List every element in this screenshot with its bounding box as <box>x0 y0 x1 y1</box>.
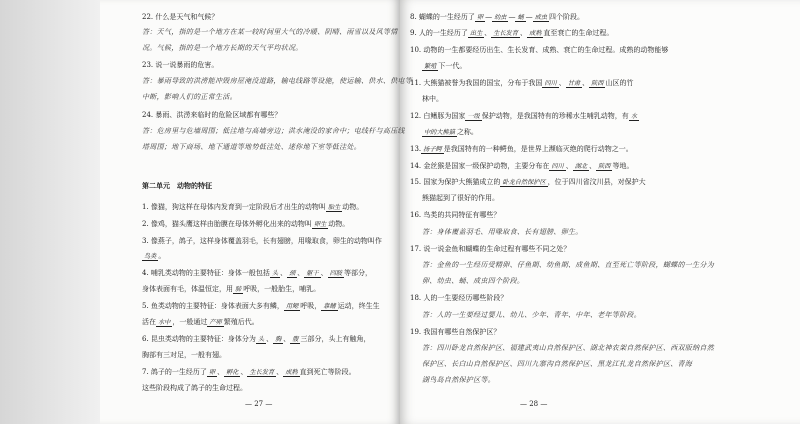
r9-blank-3: 成熟 <box>529 30 542 37</box>
q6-blank-2: 胸 <box>275 336 282 343</box>
question-11-line2: 林中。 <box>422 95 443 103</box>
question-11: 11. 大熊猫被誉为我国的国宝，分布于我国 四川 、 甘肃 、 陕西 山区的竹 <box>410 79 634 87</box>
r12-text-mid: 保护动物，是我国特有的珍稀水生哺乳动物，有 <box>481 112 629 120</box>
r10-blank: 繁殖 <box>424 63 437 70</box>
r11-text: 11. 大熊猫被誉为我国的国宝，分布于我国 <box>410 79 543 87</box>
r9-text: 9. 人的一生经历了 <box>410 29 468 37</box>
question-18: 18. 人的一生要经历哪些阶段？ <box>410 294 508 302</box>
q5-line2-end: 繁殖后代。 <box>223 318 259 326</box>
q5-blank-4: 产卵 <box>209 319 222 326</box>
r12-blank-2: 水 <box>630 113 637 120</box>
page-edge-shadow <box>0 0 100 424</box>
q6-blank-3: 腹 <box>292 336 299 343</box>
q7-blank-1: 卵 <box>208 369 216 376</box>
question-15 <box>410 177 646 188</box>
question-13 <box>410 144 633 155</box>
r11-blank-2: 甘肃 <box>567 80 581 87</box>
answer-24-line2: 塔周围；地下商场、地下通道等地势低洼处、迷你地下室等低洼处。 <box>142 143 361 151</box>
question-15-line2: 熊猫起到了很好的作用。 <box>422 194 499 202</box>
q4-blank-4: 四肢 <box>329 270 343 277</box>
q5-line2-mid: ，一般通过 <box>172 318 208 326</box>
q7-text: 7. 鸽子的一生经历了 <box>142 368 207 376</box>
q6-text-end: 三部分，头上有触角， <box>300 335 371 343</box>
question-23: 23. 说一说暴雨的危害。 <box>142 61 219 69</box>
r11-text-end: 山区的竹 <box>605 79 634 87</box>
q5-line2-text: 活在 <box>142 318 156 326</box>
r15-blank: 卧龙自然保护区 <box>502 179 546 186</box>
r14-blank-2: 湖北 <box>574 163 588 170</box>
question-8: 8. 蝴蝶的一生经历了 卵 — 幼虫 — 蛹 — 成虫 四个阶段。 <box>410 13 585 21</box>
page-number-left: — 27 — <box>245 400 273 408</box>
q1-text: 1. 像猫，狗这样在母体内发育到一定阶段后才出生的动物叫 <box>142 203 326 211</box>
r11-blank-1: 四川 <box>544 80 557 87</box>
q1-blank: 胎生 <box>327 204 341 211</box>
r9-blank-2: 生长发育 <box>493 30 519 37</box>
question-24: 24. 暴雨、洪涝来临时的危险区域都有哪些？ <box>142 111 282 119</box>
q7-text-end: 直到死亡等阶段。 <box>299 368 356 376</box>
answer-22-line2: 况。气候，指的是一个地方长期的天气平均状况。 <box>142 44 303 52</box>
answer-18: 答：人的一生要经过婴儿、幼儿、少年、青年、中年、老年等阶段。 <box>422 311 641 319</box>
q3-text-end: 。 <box>158 252 166 260</box>
answer-23-line2: 中断，影响人们的正常生活。 <box>142 93 237 101</box>
question-6-line2: 胸部有三对足，一般有翅。 <box>142 351 226 359</box>
question-4: 4. 哺乳类动物的主要特征：身体一般包括 头 、 颈 、 躯干 、 四肢 等部分， <box>142 269 373 277</box>
q2-blank: 卵生 <box>313 221 327 228</box>
question-12 <box>410 111 639 122</box>
q2-text: 2. 像鸡，猫头鹰这样由胎膜在母体外孵化出来的动物叫 <box>142 220 312 228</box>
r14-text-end: 等地。 <box>612 162 634 170</box>
answer-23-line1: 答：暴雨导致的洪涝能冲毁房屋淹没道路，输电线路等设施，使运输、供水、供电等 <box>142 77 413 85</box>
answer-17-line2: 卵、幼虫、蛹、成虫四个阶段。 <box>422 277 525 285</box>
question-22: 22. 什么是天气和气候？ <box>142 13 219 21</box>
r13-num: 13. <box>410 145 422 153</box>
q7-blank-2: 孵化 <box>226 369 239 376</box>
r15-text-mid: ，位于四川省汶川县，对保护大 <box>547 178 646 186</box>
question-16: 16. 鸟类的共同特征有哪些？ <box>410 211 501 219</box>
r8-blank-1: 卵 <box>476 14 484 21</box>
r8-blank-3: 蛹 <box>517 14 524 21</box>
question-10-line2 <box>422 61 466 72</box>
question-7: 7. 鸽子的一生经历了 卵 、 孵化 、 生长发育 、 成熟 直到死亡等阶段。 <box>142 368 356 376</box>
r11-blank-3: 陕西 <box>591 80 604 87</box>
r14-text: 14. 金丝猴是国家一级保护动物，主要分布在 <box>410 162 550 170</box>
r12-text: 12. 白鳍豚为国家 <box>410 112 466 120</box>
q4-line2-text: 身体表面有毛，体温恒定，用 <box>142 285 233 293</box>
answer-24-line1: 答：危房里与危墙周围；低洼地与高墙旁边；洪水淹没的家舍中；电线杆与高压线 <box>142 127 405 135</box>
answer-16: 答：身体覆盖羽毛、用喙取食、长有翅膀、卵生。 <box>422 228 583 236</box>
q4-blank-5: 肺 <box>235 286 242 293</box>
answer-19-line2: 保护区、长白山自然保护区、四川九寨沟自然保护区、黑龙江扎龙自然保护区、青海 <box>422 360 693 368</box>
question-17: 17. 说一说金鱼和蝴蝶的生命过程有哪些不同之处？ <box>410 245 571 253</box>
r12-blank-1: 一级 <box>467 113 480 120</box>
r8-blank-4: 成虫 <box>534 14 548 21</box>
question-10: 10. 动物的一生都要经历出生、生长发育、成熟、衰亡的生命过程。成熟的动物能够 <box>410 46 669 54</box>
answer-19-line3: 湖鸟岛自然保护区等。 <box>422 376 495 384</box>
question-19: 19. 我国有哪些自然保护区？ <box>410 328 501 336</box>
section-title: 第二单元 动物的特征 <box>142 181 212 190</box>
q4-blank-3: 躯干 <box>306 270 319 277</box>
question-14: 14. 金丝猴是国家一级保护动物，主要分布在 四川 、 湖北 、 陕西 等地。 <box>410 162 634 170</box>
question-2 <box>142 219 349 230</box>
q5-blank-2: 靠鳍 <box>323 303 336 310</box>
question-3-line2 <box>142 251 165 262</box>
r13-text: 是我国特有的一种鳄鱼，是世界上濒临灭绝的爬行动物之一。 <box>443 145 633 153</box>
question-5 <box>142 301 380 312</box>
q5-blank-3: 水中 <box>158 319 171 326</box>
q6-blank-1: 头 <box>257 336 265 343</box>
q4-line2-end: 呼吸，一般胎生，哺乳。 <box>243 285 321 293</box>
q4-blank-2: 颈 <box>289 270 296 277</box>
q5-text-end: 运动，终生生 <box>337 302 380 310</box>
question-5-line2 <box>142 317 259 328</box>
q4-text: 4. 哺乳类动物的主要特征：身体一般包括 <box>142 269 270 277</box>
q4-blank-1: 头 <box>271 270 279 277</box>
q7-blank-3: 生长发育 <box>249 369 275 376</box>
answer-19-line1: 答：四川卧龙自然保护区、福建武夷山自然保护区、湖北神农架自然保护区、西双版纳自然 <box>422 344 714 352</box>
page-number-right: — 28 — <box>520 400 548 408</box>
question-3 <box>142 236 382 247</box>
q1-text-end: 动物。 <box>342 203 364 211</box>
question-7-line2: 这些阶段构成了鸽子的生命过程。 <box>142 384 247 392</box>
q2-text-end: 动物。 <box>328 220 350 228</box>
r9-text-end: 直至衰亡的生命过程。 <box>543 29 614 37</box>
r14-blank-3: 陕西 <box>598 163 611 170</box>
r8-blank-2: 幼虫 <box>494 14 507 21</box>
q4-text-mid: 等部分， <box>344 269 373 277</box>
question-12-line2 <box>422 127 478 138</box>
answer-17-line1: 答：金鱼的一生经历受精卵、仔鱼期、幼鱼期、成鱼期、直至死亡等阶段，蝴蝶的一生分为 <box>422 261 714 269</box>
question-6: 6. 昆虫类动物的主要特征：身体分为 头 、 胸 、 腹 三部分，头上有触角， <box>142 335 371 343</box>
answer-22-line1: 答：天气，指的是一个地方在某一较时间里大气的冷暖、阴晴、雨雪以及风等情 <box>142 28 398 36</box>
q3-blank: 鸟类 <box>144 253 157 260</box>
r12-blank-2-cont: 中的大熊猫 <box>424 129 455 136</box>
r10-line2: 下一代。 <box>438 62 467 70</box>
r15-text: 15. 国家为保护大熊猫成立的 <box>410 178 501 186</box>
question-4-line2 <box>142 284 320 295</box>
r8-text: 8. 蝴蝶的一生经历了 <box>410 13 475 21</box>
q5-text: 5. 鱼类动物的主要特征：身体表面大多有鳞， <box>142 302 284 310</box>
q5-blank-1: 用鳃 <box>285 303 299 310</box>
q5-text-mid: 呼吸， <box>300 302 322 310</box>
r12-line2: 之称。 <box>456 128 478 136</box>
r13-blank: 扬子鳄 <box>423 146 442 153</box>
r14-blank-1: 四川 <box>551 163 564 170</box>
q6-text: 6. 昆虫类动物的主要特征：身体分为 <box>142 335 256 343</box>
q3-text: 3. 像燕子，鸽子，这样身体覆盖羽毛，长有翅膀，用喙取食，卵生的动物叫作 <box>142 237 382 245</box>
r8-text-end: 四个阶段。 <box>549 13 585 21</box>
q7-blank-4: 成熟 <box>285 369 298 376</box>
question-9: 9. 人的一生经历了 出生 、 生长发育 、 成熟 直至衰亡的生命过程。 <box>410 29 614 37</box>
question-1 <box>142 202 363 213</box>
r9-blank-1: 出生 <box>469 30 483 37</box>
